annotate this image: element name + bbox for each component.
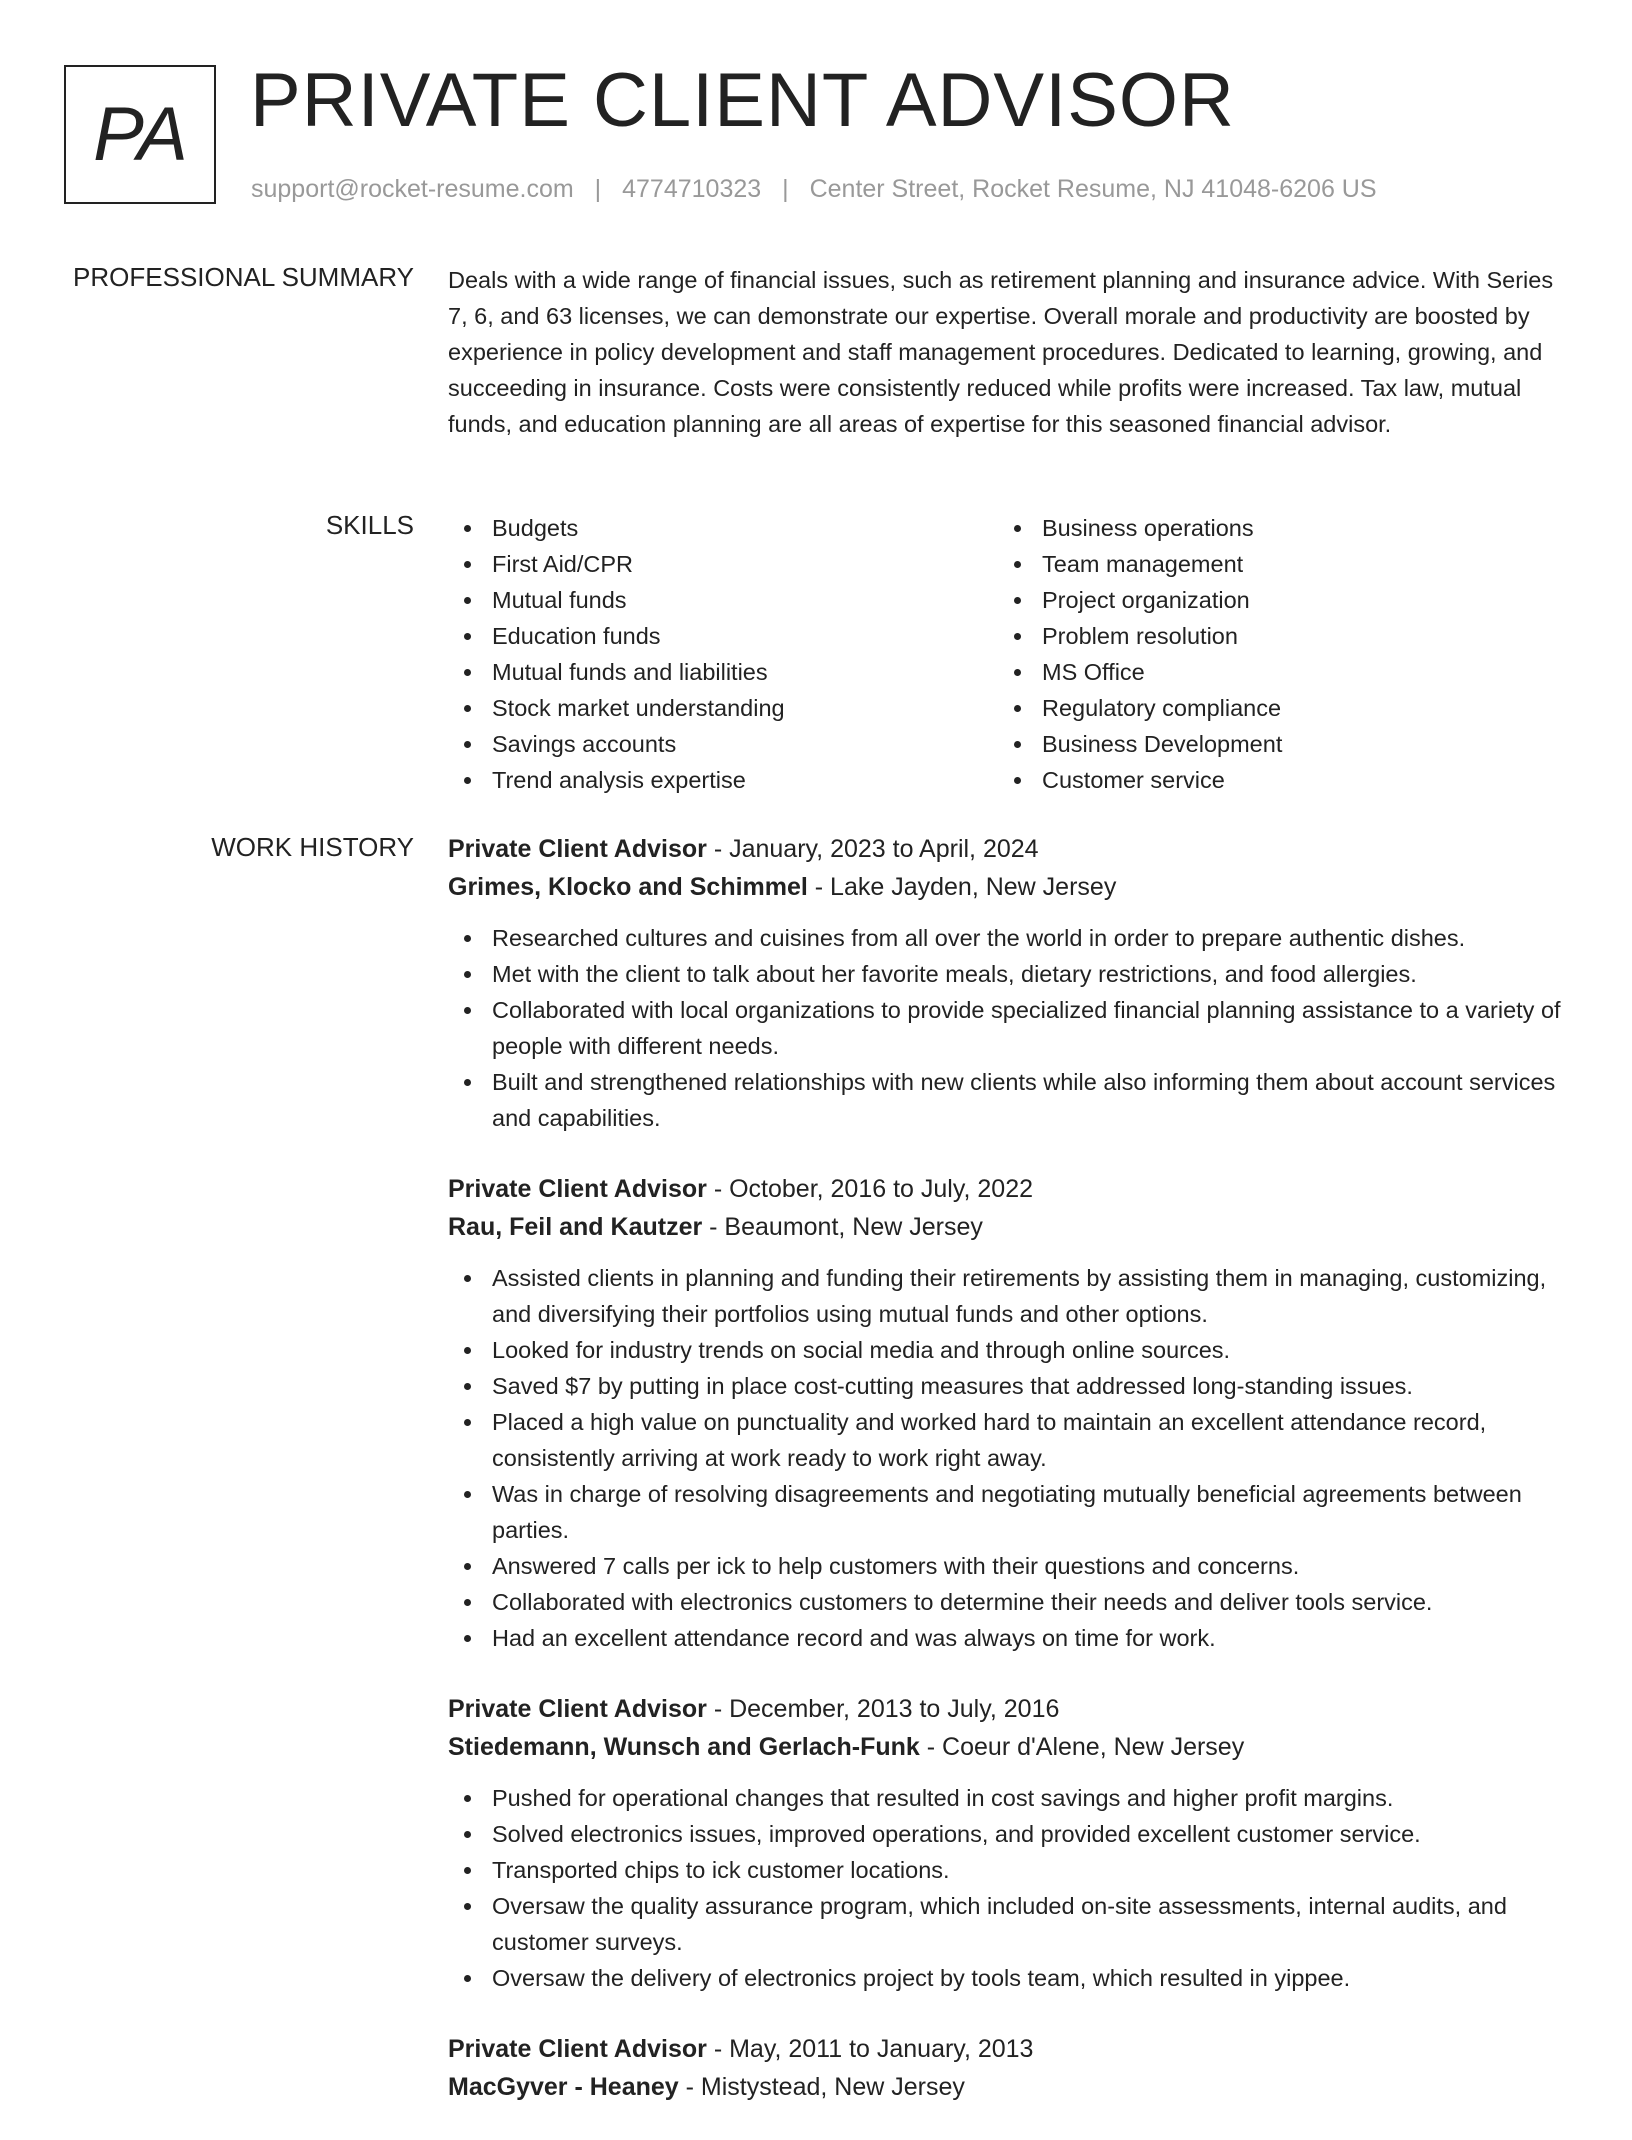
job-dates: - January, 2023 to April, 2024 [706,835,1039,863]
skill-item: Education funds [448,618,998,654]
skills-column-left [448,510,998,798]
job-bullet-list [448,1260,1572,1656]
skill-item: Mutual funds [448,582,998,618]
skill-item: Project organization [998,582,1548,618]
skill-item: Savings accounts [448,726,998,762]
job-bullet: Researched cultures and cuisines from all over the world in order to prepare authentic dishes. [448,920,1572,956]
job-bullet: Oversaw the quality assurance program, which included on-site assessments, internal audits, and customer surveys. [448,1888,1572,1960]
skills-label: SKILLS [325,510,414,540]
job-company-line [448,868,1572,906]
contact-phone: 4774710323 [622,175,762,203]
job-location: - Lake Jayden, New Jersey [807,873,1117,901]
job-bullet: Was in charge of resolving disagreements and negotiating mutually beneficial agreements between parties. [448,1476,1572,1548]
skills-body [448,510,1572,798]
job-bullet: Collaborated with electronics customers to determine their needs and deliver tools service. [448,1584,1572,1620]
job-bullet: Placed a high value on punctuality and worked hard to maintain an excellent attendance record, consistently arriving at work ready to work right away. [448,1404,1572,1476]
skill-item: Regulatory compliance [998,690,1548,726]
job-location: - Coeur d'Alene, New Jersey [919,1733,1245,1761]
job-title-line [448,2030,1572,2068]
job-title: Private Client Advisor [448,835,707,863]
job-company: Rau, Feil and Kautzer [448,1213,703,1241]
summary-text: Deals with a wide range of financial issues, such as retirement planning and insurance advice. With Series 7, 6, and 63 licenses, we can demonstrate our expertise. Overall morale and productivity are boosted by experience in policy development and staff management procedures. Dedicated to learning, growing, and succeeding in insurance. Costs were consistently reduced while profits were increased. Tax law, mutual funds, and education planning are all areas of expertise for this seasoned financial advisor. [448,267,1554,437]
summary-label: PROFESSIONAL SUMMARY [73,262,414,292]
job-entry [448,1170,1572,1656]
job-bullet: Assisted clients in planning and funding their retirements by assisting them in managing, customizing, and diversifying their portfolios using mutual funds and other options. [448,1260,1572,1332]
skills-grid [448,510,1572,798]
job-company-line [448,1728,1572,1766]
skill-item: Stock market understanding [448,690,998,726]
skill-item: Business operations [998,510,1548,546]
job-bullet: Answered 7 calls per ick to help customers with their questions and concerns. [448,1548,1572,1584]
job-company: Grimes, Klocko and Schimmel [448,873,808,901]
skill-item: Mutual funds and liabilities [448,654,998,690]
job-bullet: Transported chips to ick customer locations. [448,1852,1572,1888]
skills-column-right [998,510,1548,798]
job-bullet: Pushed for operational changes that resulted in cost savings and higher profit margins. [448,1780,1572,1816]
job-title-line [448,1170,1572,1208]
job-bullet: Had an excellent attendance record and was always on time for work. [448,1620,1572,1656]
job-bullet: Built and strengthened relationships with new clients while also informing them about account services and capabilities. [448,1064,1572,1136]
job-company-line [448,1208,1572,1246]
work-history-label: WORK HISTORY [211,832,414,862]
skill-item: Business Development [998,726,1548,762]
job-title: Private Client Advisor [448,1695,707,1723]
skill-item: First Aid/CPR [448,546,998,582]
skill-item: Customer service [998,762,1548,798]
job-bullet: Saved $7 by putting in place cost-cutting measures that addressed long-standing issues. [448,1368,1572,1404]
job-company: Stiedemann, Wunsch and Gerlach-Funk [448,1733,920,1761]
job-title-line [448,1690,1572,1728]
summary-body [448,262,1572,442]
job-dates: - December, 2013 to July, 2016 [706,1695,1060,1723]
monogram-logo: PA [64,65,216,204]
job-title-line [448,830,1572,868]
skill-item: Problem resolution [998,618,1548,654]
contact-address: Center Street, Rocket Resume, NJ 41048-6206 US [809,175,1377,203]
job-bullet-list [448,920,1572,1136]
job-title: Private Client Advisor [448,1175,707,1203]
job-bullet: Looked for industry trends on social media and through online sources. [448,1332,1572,1368]
job-bullet: Oversaw the delivery of electronics project by tools team, which resulted in yippee. [448,1960,1572,1996]
job-location: - Mistystead, New Jersey [678,2073,965,2101]
skill-item: Budgets [448,510,998,546]
job-bullet: Met with the client to talk about her favorite meals, dietary restrictions, and food allergies. [448,956,1572,992]
work-history-body [448,830,1572,2140]
contact-line [251,175,1377,204]
job-title: Private Client Advisor [448,2035,707,2063]
job-entry [448,1690,1572,1996]
resume-title: PRIVATE CLIENT ADVISOR [250,58,1235,143]
contact-separator: | [782,175,789,203]
skill-item: Trend analysis expertise [448,762,998,798]
job-dates: - May, 2011 to January, 2013 [706,2035,1034,2063]
job-entry [448,830,1572,1136]
skill-item: MS Office [998,654,1548,690]
job-bullet-list [448,1780,1572,1996]
contact-separator: | [594,175,602,203]
job-location: - Beaumont, New Jersey [702,1213,983,1241]
job-entry [448,2030,1572,2106]
job-company: MacGyver - Heaney [448,2073,679,2101]
job-dates: - October, 2016 to July, 2022 [706,1175,1033,1203]
job-bullet: Solved electronics issues, improved operations, and provided excellent customer service. [448,1816,1572,1852]
job-company-line [448,2068,1572,2106]
job-bullet: Collaborated with local organizations to provide specialized financial planning assistance to a variety of people with different needs. [448,992,1572,1064]
contact-email: support@rocket-resume.com [251,175,574,203]
skill-item: Team management [998,546,1548,582]
